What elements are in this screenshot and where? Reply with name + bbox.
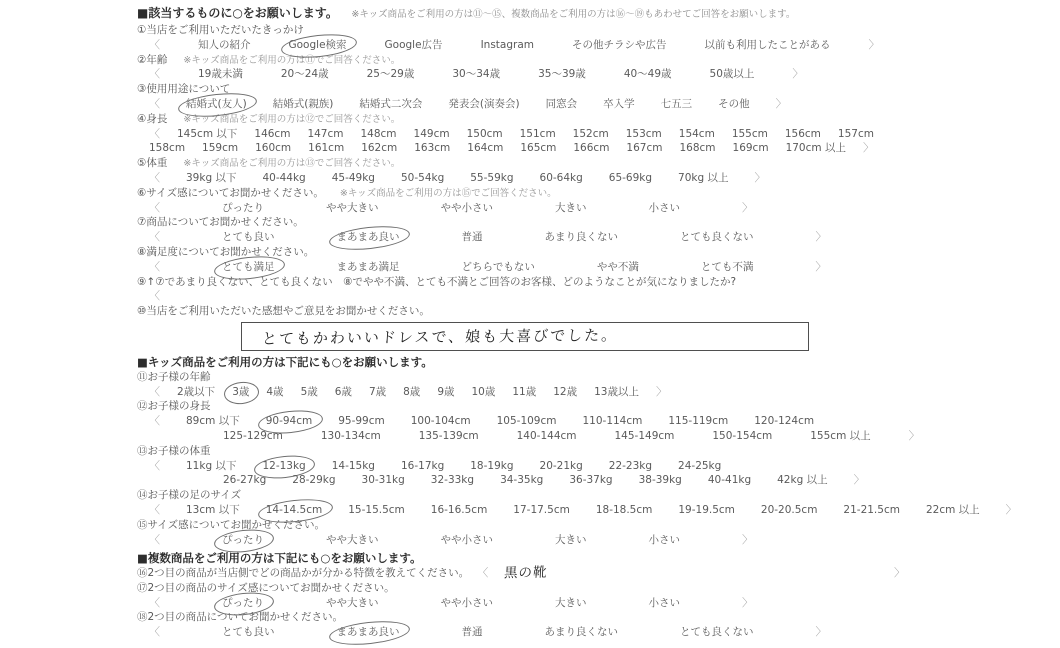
option: 115-119cm xyxy=(668,415,729,428)
option-circled: Google検索 xyxy=(288,38,347,51)
question-label xyxy=(137,304,952,319)
close-bracket: 〉 xyxy=(754,170,766,184)
question-label xyxy=(137,23,952,38)
option: 結婚式二次会 xyxy=(359,97,423,110)
option: まあまあ満足 xyxy=(336,260,400,273)
option: 21-21.5cm xyxy=(843,503,900,516)
option: 12歳 xyxy=(553,385,578,398)
option: 30-31kg xyxy=(361,474,405,487)
question-text: ⑤体重 xyxy=(137,157,168,170)
question-text: ⑨↑⑦であまり良くない、とても良くない ⑧でやや不満、とても不満とご回答のお客様、どのようなことが気になりましたか? xyxy=(137,275,737,288)
option: その他 xyxy=(718,97,750,110)
close-bracket: 〉 xyxy=(908,428,920,442)
close-bracket: 〉 xyxy=(742,532,753,546)
question-label xyxy=(137,566,905,581)
comment-box xyxy=(241,322,809,351)
option: 6歳 xyxy=(334,385,352,398)
close-bracket: 〉 xyxy=(868,37,880,51)
option: 28-29kg xyxy=(292,474,336,487)
open-bracket: 〈 xyxy=(149,458,160,472)
option: 162cm xyxy=(361,142,398,155)
option: 2歳以下 xyxy=(177,385,216,398)
option: 145-149cm xyxy=(614,429,675,442)
close-bracket: 〉 xyxy=(742,595,753,609)
open-bracket: 〈 xyxy=(149,170,160,184)
option: 165cm xyxy=(520,142,557,155)
question-label xyxy=(137,370,952,385)
question-text: ⑫お子様の身長 xyxy=(137,400,211,413)
option: 168cm xyxy=(679,142,716,155)
option: 156cm xyxy=(784,127,821,140)
option-circled: 90-94cm xyxy=(265,415,313,428)
option: 152cm xyxy=(572,127,609,140)
option: あまり良くない xyxy=(544,626,618,639)
option: 50-54kg xyxy=(400,171,445,184)
option: 結婚式(親族) xyxy=(272,97,334,110)
question-label xyxy=(137,82,952,97)
option: 149cm xyxy=(413,127,450,140)
option: 24-25kg xyxy=(678,459,722,472)
option: 7歳 xyxy=(368,385,387,398)
question-label xyxy=(137,275,952,290)
question-label xyxy=(137,112,952,127)
option: 知人の紹介 xyxy=(198,38,251,51)
option: 150cm xyxy=(466,127,503,140)
open-bracket: 〈 xyxy=(149,200,160,214)
option: とても良くない xyxy=(680,626,754,639)
option: 130-134cm xyxy=(320,429,381,442)
options-row xyxy=(137,502,1017,518)
option: 60-64kg xyxy=(539,171,583,184)
form-body xyxy=(137,23,1017,640)
question-text: ⑬お子様の体重 xyxy=(137,444,211,457)
option: 11歳 xyxy=(512,385,537,398)
option: 160cm xyxy=(255,142,292,155)
option: 小さい xyxy=(648,596,680,609)
option: 65-69kg xyxy=(608,171,653,184)
option: 4歳 xyxy=(266,385,284,398)
option: 95-99cm xyxy=(338,415,385,428)
close-bracket: 〉 xyxy=(815,230,827,244)
form-header-note: ※キッズ商品をご利用の方は⑪〜⑮、複数商品をご利用の方は⑯〜⑲もあわせてご回答をお願いします。 xyxy=(351,9,796,20)
question-text: ⑩当店をご利用いただいた感想やご意見をお聞かせください。 xyxy=(137,305,430,318)
question-text: ⑭お子様の足のサイズ xyxy=(137,489,242,502)
open-bracket: 〈 xyxy=(149,384,160,398)
option: 22cm 以上 xyxy=(925,503,980,516)
option: 161cm xyxy=(308,142,345,155)
option: 110-114cm xyxy=(582,415,643,428)
close-bracket: 〉 xyxy=(792,67,804,81)
option-circled: 結婚式(友人) xyxy=(186,97,247,110)
option-circled: 3歳 xyxy=(232,385,250,398)
option: やや大きい xyxy=(326,533,379,546)
open-bracket: 〈 xyxy=(149,126,160,140)
option: 39kg 以下 xyxy=(186,171,237,184)
option: その他チラシや広告 xyxy=(571,38,667,51)
option: 発表会(演奏会) xyxy=(448,97,520,110)
option: 45-49kg xyxy=(331,171,375,184)
option: 20〜24歳 xyxy=(280,68,329,81)
close-bracket: 〉 xyxy=(815,259,827,273)
option: 10歳 xyxy=(471,385,496,398)
options-row xyxy=(137,625,952,640)
question-label xyxy=(137,444,952,459)
options-row xyxy=(137,414,952,429)
option: やや小さい xyxy=(440,533,493,546)
options-row xyxy=(137,141,952,156)
option: 普通 xyxy=(461,626,483,639)
question-note: ※キッズ商品をご利用の方は⑬でご回答ください。 xyxy=(183,158,401,170)
option: 17-17.5cm xyxy=(513,503,570,516)
option: 19歳未満 xyxy=(198,68,243,81)
option: 16-16.5cm xyxy=(430,503,488,516)
close-bracket: 〉 xyxy=(775,96,787,110)
option: 70kg 以上 xyxy=(678,171,729,184)
question-label xyxy=(137,610,952,625)
close-bracket: 〉 xyxy=(894,566,905,580)
options-row xyxy=(137,127,952,142)
option: 30〜34歳 xyxy=(452,68,501,81)
option-circled: まあまあ良い xyxy=(336,231,400,244)
open-bracket: 〈 xyxy=(149,502,160,516)
option: 135-139cm xyxy=(418,429,479,442)
options-row xyxy=(137,230,952,245)
option: Instagram xyxy=(480,38,534,51)
option: 158cm xyxy=(149,142,186,155)
option: 120-124cm xyxy=(754,415,815,428)
open-bracket: 〈 xyxy=(149,96,160,110)
option: やや大きい xyxy=(326,201,379,214)
option: 34-35kg xyxy=(500,474,544,487)
option: とても良い xyxy=(222,626,275,639)
option: あまり良くない xyxy=(544,231,618,244)
open-bracket: 〈 xyxy=(149,67,160,81)
option: やや不満 xyxy=(596,260,639,273)
option: 5歳 xyxy=(300,385,318,398)
option: 170cm 以上 xyxy=(785,142,846,155)
question-note: ※キッズ商品をご利用の方は⑪でご回答ください。 xyxy=(183,54,401,66)
option: 140-144cm xyxy=(516,429,577,442)
option: 18-19kg xyxy=(470,459,514,472)
option: 167cm xyxy=(626,142,663,155)
option: 166cm xyxy=(573,142,610,155)
option: 25〜29歳 xyxy=(366,68,415,81)
option: 169cm xyxy=(732,142,769,155)
option: 159cm xyxy=(202,142,239,155)
option: 大きい xyxy=(555,201,587,214)
option: 15-15.5cm xyxy=(348,503,405,516)
option: 11kg 以下 xyxy=(186,459,237,472)
option: 14-15kg xyxy=(331,459,375,472)
option-circled: ぴったり xyxy=(222,596,264,609)
option: 147cm xyxy=(307,127,344,140)
option: 32-33kg xyxy=(430,474,475,487)
option: やや大きい xyxy=(326,596,379,609)
close-bracket: 〉 xyxy=(815,625,827,639)
question-text: ⑮サイズ感についてお聞かせください。 xyxy=(137,518,325,531)
question-text: ⑧満足度についてお聞かせください。 xyxy=(137,245,315,258)
question-label xyxy=(137,186,952,201)
option: 151cm xyxy=(519,127,556,140)
option: 35〜39歳 xyxy=(538,68,586,81)
option: 148cm xyxy=(360,127,397,140)
question-text: ⑯2つ目の商品が当店側でどの商品かが分かる特徴を教えてください。 xyxy=(137,567,470,580)
option: 8歳 xyxy=(403,385,421,398)
survey-form xyxy=(137,5,1017,640)
option: 大きい xyxy=(555,596,587,609)
option: 105-109cm xyxy=(496,415,557,428)
form-title: ■該当するものに○をお願いします。 xyxy=(137,6,338,20)
question-label xyxy=(137,53,952,68)
option: Google広告 xyxy=(384,38,443,51)
option: 大きい xyxy=(555,533,587,546)
close-bracket: 〉 xyxy=(853,473,865,487)
close-bracket: 〉 xyxy=(862,141,874,155)
options-row xyxy=(137,67,952,82)
option: 20-21kg xyxy=(539,459,583,472)
option: 155cm 以上 xyxy=(810,429,871,442)
question-text: ③使用用途について xyxy=(137,83,231,96)
option: 40〜49歳 xyxy=(623,68,672,81)
options-row xyxy=(137,171,952,186)
option: 50歳以上 xyxy=(709,68,755,81)
option: 89cm 以下 xyxy=(186,415,240,428)
open-bracket: 〈 xyxy=(149,259,160,273)
option: 卒入学 xyxy=(603,97,635,110)
option: 40-44kg xyxy=(262,171,306,184)
section-title: ■複数商品をご利用の方は下記にも○をお願いします。 xyxy=(137,551,422,566)
question-text: ⑦商品についてお聞かせください。 xyxy=(137,216,304,229)
open-bracket: 〈 xyxy=(477,566,489,580)
option-circled: ぴったり xyxy=(222,533,264,546)
open-bracket: 〈 xyxy=(149,532,160,546)
options-row xyxy=(137,38,952,53)
close-bracket: 〉 xyxy=(742,200,753,214)
option: 154cm xyxy=(678,127,715,140)
question-label xyxy=(137,215,952,230)
question-text: ⑰2つ目の商品のサイズ感についてお聞かせください。 xyxy=(137,581,395,594)
option: 146cm xyxy=(254,127,291,140)
option: 150-154cm xyxy=(712,429,773,442)
section-title: ■キッズ商品をご利用の方は下記にも○をお願いします。 xyxy=(137,354,433,369)
option: 40-41kg xyxy=(707,474,752,487)
option: 145cm 以下 xyxy=(177,127,238,140)
option-circled: まあまあ良い xyxy=(336,626,400,639)
question-label xyxy=(137,245,952,260)
options-row xyxy=(137,385,952,400)
handwritten-comment: とてもかわいいドレスで、娘も大喜びでした。 xyxy=(261,326,619,348)
option: 164cm xyxy=(467,142,504,155)
close-bracket: 〉 xyxy=(1005,502,1017,516)
option: 38-39kg xyxy=(638,474,682,487)
option: ぴったり xyxy=(222,201,264,214)
option: 小さい xyxy=(648,201,680,214)
option: 13cm 以下 xyxy=(186,503,240,516)
options-row xyxy=(137,459,952,474)
option-circled: とても満足 xyxy=(222,260,275,273)
option: とても良くない xyxy=(680,231,754,244)
options-row xyxy=(137,289,952,304)
option: とても良い xyxy=(222,231,275,244)
option: 125-129cm xyxy=(223,429,283,442)
option: 163cm xyxy=(414,142,451,155)
option: 100-104cm xyxy=(410,415,471,428)
handwritten-answer: 黒の靴 xyxy=(503,564,549,582)
form-header xyxy=(137,5,952,23)
option: 13歳以上 xyxy=(594,385,639,398)
option: 以前も利用したことがある xyxy=(704,38,831,51)
options-row xyxy=(137,596,952,611)
option: 16-17kg xyxy=(400,459,445,472)
open-bracket: 〈 xyxy=(149,625,160,639)
open-bracket: 〈 xyxy=(149,37,160,51)
question-label xyxy=(137,518,952,533)
options-row xyxy=(137,97,952,112)
open-bracket: 〈 xyxy=(149,230,160,244)
option: 22-23kg xyxy=(608,459,653,472)
question-label xyxy=(137,399,952,414)
option: 153cm xyxy=(625,127,662,140)
option: 小さい xyxy=(648,533,680,546)
option: とても不満 xyxy=(700,260,754,273)
question-text: ④身長 xyxy=(137,112,168,125)
open-bracket: 〈 xyxy=(149,289,160,303)
close-bracket: 〉 xyxy=(656,384,667,398)
question-text: ②年齢 xyxy=(137,53,168,66)
option: やや小さい xyxy=(440,201,493,214)
option: 同窓会 xyxy=(545,97,578,110)
options-row xyxy=(137,473,952,488)
options-row xyxy=(137,429,952,444)
question-text: ⑥サイズ感についてお聞かせください。 xyxy=(137,186,324,199)
question-text: ①当店をご利用いただいたきっかけ xyxy=(137,24,304,36)
option: 9歳 xyxy=(437,385,455,398)
question-text: ⑪お子様の年齢 xyxy=(137,370,211,383)
option: やや小さい xyxy=(440,596,493,609)
option-circled: 14-14.5cm xyxy=(265,503,323,516)
question-label xyxy=(137,488,952,503)
question-label xyxy=(137,156,952,171)
open-bracket: 〈 xyxy=(149,595,160,609)
option: どちらでもない xyxy=(461,260,535,273)
option-circled: 12-13kg xyxy=(262,459,306,472)
options-row xyxy=(137,260,952,275)
option: 155cm xyxy=(731,127,768,140)
options-row xyxy=(137,201,952,216)
option: 普通 xyxy=(461,231,483,244)
option: 20-20.5cm xyxy=(760,503,818,516)
options-row xyxy=(137,533,952,548)
question-label xyxy=(137,581,952,596)
option: 36-37kg xyxy=(569,474,613,487)
question-note: ※キッズ商品をご利用の方は⑫でご回答ください。 xyxy=(183,113,401,125)
option: 19-19.5cm xyxy=(678,503,735,516)
question-note: ※キッズ商品をご利用の方は⑮でご回答ください。 xyxy=(339,187,557,199)
open-bracket: 〈 xyxy=(149,414,160,428)
option: 157cm xyxy=(837,127,874,140)
option: 18-18.5cm xyxy=(595,503,653,516)
question-text: ⑱2つ目の商品についてお聞かせください。 xyxy=(137,611,343,624)
option: 七五三 xyxy=(660,97,693,110)
option: 26-27kg xyxy=(223,474,267,487)
option: 42kg 以上 xyxy=(777,474,828,487)
option: 55-59kg xyxy=(470,171,514,184)
